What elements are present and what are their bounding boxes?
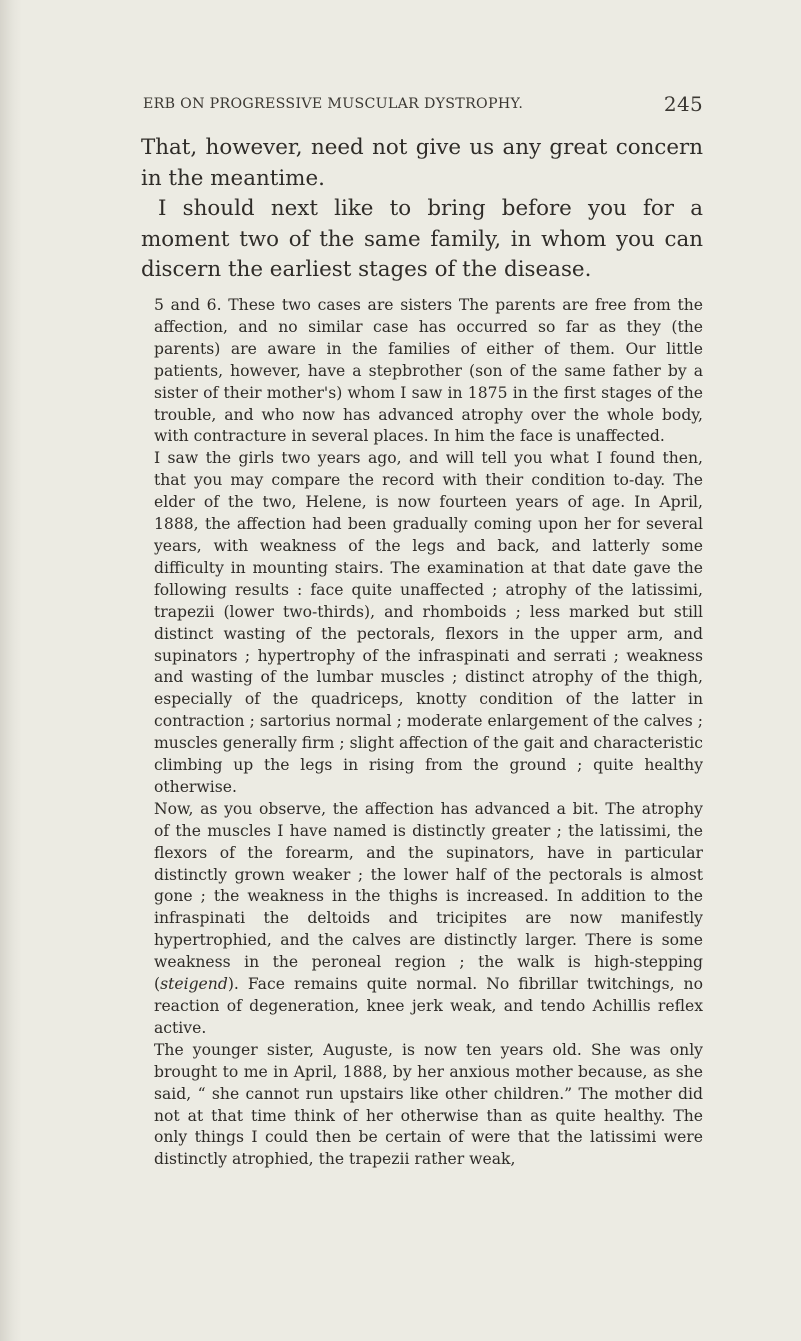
- case-paragraph-3: Now, as you observe, the affection has advanced a bit. The atrophy of the muscles I have named is distinctly greater ; the latissimi, the flexors of the forearm, and the supinators, have in particular distinctly grown weaker ; the lower half of the pectorals is almost gone ; the weakness in the thighs is increased. In addition to the infraspinati the deltoids and tricipites are now manifestly hypertrophied, and the calves are distinctly larger. There is some weakness in the peroneal region ; the walk is high-stepping (steigend). Face remains quite normal. No fibrillar twitchings, no reaction of degeneration, knee jerk weak, and tendo Achillis reflex active.: [154, 799, 703, 1037]
- page-number: 245: [663, 92, 703, 116]
- case-paragraph-2: I saw the girls two years ago, and will tell you what I found then, that you may compare the record with their condition to-day. The elder of the two, Helene, is now fourteen years of age. In April, 1888, the affection had been gradually coming upon her for several years, with weakness of the legs and back, and latterly some difficulty in mounting stairs. The examination at that date gave the following results : face quite unaffected ; atrophy of the latissimi, trapezii (lower two-thirds), and rhomboids ; less marked but still distinct wasting of the pectorals, flexors in the upper arm, and supinators ; hypertrophy of the infraspinati and serrati ; weakness and wasting of the lumbar muscles ; distinct atrophy of the thigh, especially of the quadriceps, knotty condition of the latter in contraction ; sartorius normal ; moderate enlargement of the calves ; muscles generally firm ; slight affection of the gait and characteristic climbing up the legs in rising from the ground ; quite healthy otherwise.: [154, 449, 703, 796]
- case-report: [154, 295, 703, 1171]
- book-gutter-shadow: [0, 0, 22, 1341]
- lead-paragraph-1: That, however, need not give us any great concern in the meantime.: [141, 135, 703, 191]
- case-paragraph-1: 5 and 6. These two cases are sisters The parents are free from the affection, and no similar case has occurred so far as they (the parents) are aware in the families of either of them. Our little patients, however, have a stepbrother (son of the same father by a sister of their mother's) whom I saw in 1875 in the first stages of the trouble, and who now has advanced atrophy over the whole body, with contracture in several places. In him the face is unaffected.: [154, 296, 703, 446]
- lead-paragraph-2: I should next like to bring before you for a moment two of the same family, in whom you can discern the earliest stages of the disease.: [141, 196, 703, 282]
- case-paragraph-4: The younger sister, Auguste, is now ten years old. She was only brought to me in April, 1888, by her anxious mother because, as she said, “ she cannot run upstairs like other children.” The mother did not at that time think of her otherwise than as quite healthy. The only things I could then be certain of were that the latissimi were distinctly atrophied, the trapezii rather weak,: [154, 1040, 703, 1169]
- case-paragraph-3-tail: ). Face remains quite normal. No fibrillar twitchings, no reaction of degeneration, knee jerk weak, and tendo Achillis reflex active.: [154, 975, 703, 1037]
- lead-text: [141, 133, 703, 286]
- running-head-title: ERB ON PROGRESSIVE MUSCULAR DYSTROPHY.: [143, 96, 524, 112]
- italic-term: steigend: [160, 975, 228, 994]
- case-paragraph-3-text: Now, as you observe, the affection has advanced a bit. The atrophy of the muscles I have named is distinctly greater ; the latissimi, the flexors of the forearm, and the supinators, have in particular distinctly grown weaker ; the lower half of the pectorals is almost gone ; the weakness in the thighs is increased. In addition to the infraspinati the deltoids and tricipites are now manifestly hypertrophied, and the calves are distinctly larger. There is some weakness in the peroneal region ; the walk is high-stepping: [154, 799, 703, 972]
